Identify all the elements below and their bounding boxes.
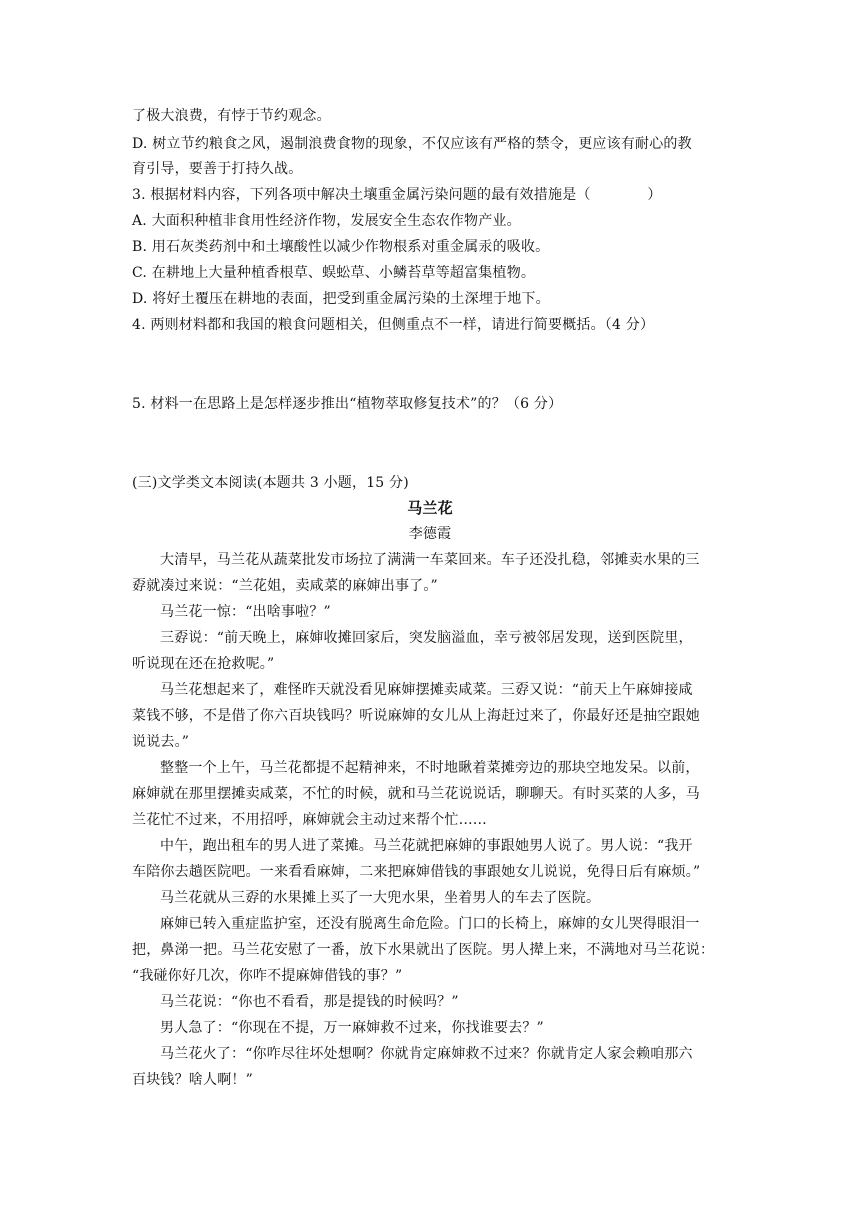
paragraph-line: 男人急了：“你现在不提，万一麻婶救不过来，你找谁要去？”: [160, 1020, 544, 1036]
option-d-line-2: 育引导，要善于打持久战。: [132, 161, 303, 177]
paragraph-line: 马兰花说：“你也不看看，那是提钱的时候吗？”: [160, 994, 459, 1010]
paragraph-line: 菜钱不够，不是借了你六百块钱吗？听说麻婶的女儿从上海赶过来了，你最好还是抽空跟她: [132, 708, 700, 724]
paragraph-line: 孬就凑过来说：“兰花姐，卖咸菜的麻婶出事了。”: [132, 578, 438, 594]
paragraph-line: 麻婶已转入重症监护室，还没有脱离生命危险。门口的长椅上，麻婶的女儿哭得眼泪一: [160, 916, 700, 932]
paragraph-line: 马兰花想起来了，难怪昨天就没看见麻婶摆摊卖咸菜。三孬又说：“前天上午麻婶接咸: [160, 682, 693, 698]
paragraph-line: 听说现在还在抢救呢。”: [132, 656, 275, 672]
question-5: 5. 材料一在思路上是怎样逐步推出“植物萃取修复技术”的？（6 分）: [132, 396, 563, 412]
q3-option-c: C. 在耕地上大量种植香根草、蜈蚣草、小鳞苔草等超富集植物。: [132, 265, 536, 281]
paragraph-line: 中午，跑出租车的男人进了菜摊。马兰花就把麻婶的事跟她男人说了。男人说：“我开: [160, 838, 693, 854]
paragraph-line: 把，鼻涕一把。马兰花安慰了一番，放下水果就出了医院。男人撵上来，不满地对马兰花说：: [132, 942, 715, 958]
paragraph-line: 百块钱？啥人啊！”: [132, 1072, 253, 1088]
q3-option-d: D. 将好土覆压在耕地的表面，把受到重金属污染的土深埋于地下。: [132, 291, 550, 307]
paragraph-line: 马兰花就从三孬的水果摊上买了一大兜水果，坐着男人的车去了医院。: [160, 890, 601, 906]
option-d-line-1: D. 树立节约粮食之风，遏制浪费食物的现象，不仅应该有严格的禁令，更应该有耐心的教: [132, 136, 692, 152]
q3-option-b: B. 用石灰类药剂中和土壤酸性以减少作物根系对重金属汞的吸收。: [132, 239, 550, 255]
story-title: 马兰花: [407, 499, 453, 517]
option-c-continuation: 了极大浪费，有悖于节约观念。: [132, 108, 331, 124]
question-3: 3. 根据材料内容，下列各项中解决土壤重金属污染问题的最有效措施是（ ）: [132, 187, 662, 203]
paragraph-line: 整整一个上午，马兰花都提不起精神来，不时地瞅着菜摊旁边的那块空地发呆。以前，: [160, 760, 700, 776]
story-author: 李德霞: [408, 526, 452, 542]
paragraph-line: “我碰你好几次，你咋不提麻婶借钱的事？”: [132, 968, 403, 984]
paragraph-line: 兰花忙不过来，不用招呼，麻婶就会主动过来帮个忙……: [132, 812, 487, 828]
paragraph-line: 马兰花一惊：“出啥事啦？”: [160, 604, 331, 620]
paragraph-line: 麻婶就在那里摆摊卖咸菜，不忙的时候，就和马兰花说说话，聊聊天。有时买菜的人多，马: [132, 786, 700, 802]
paragraph-line: 说说去。”: [132, 734, 190, 750]
q3-option-a: A. 大面积种植非食用性经济作物，发展安全生态农作物产业。: [132, 213, 521, 229]
section-heading: (三)文学类文本阅读(本题共 3 小题，15 分): [132, 475, 409, 491]
paragraph-line: 三孬说：“前天晚上，麻婶收摊回家后，突发脑溢血，幸亏被邻居发现，送到医院里，: [160, 630, 693, 646]
question-4: 4. 两则材料都和我国的粮食问题相关，但侧重点不一样，请进行简要概括。（4 分）: [132, 317, 655, 333]
paragraph-line: 大清早，马兰花从蔬菜批发市场拉了满满一车菜回来。车子还没扎稳，邻摊卖水果的三: [160, 552, 700, 568]
paragraph-line: 车陪你去趟医院吧。一来看看麻婶，二来把麻婶借钱的事跟她女儿说说，免得日后有麻烦。”: [132, 864, 701, 880]
paragraph-line: 马兰花火了：“你咋尽往坏处想啊？你就肯定麻婶救不过来？你就肯定人家会赖咱那六: [160, 1046, 693, 1062]
